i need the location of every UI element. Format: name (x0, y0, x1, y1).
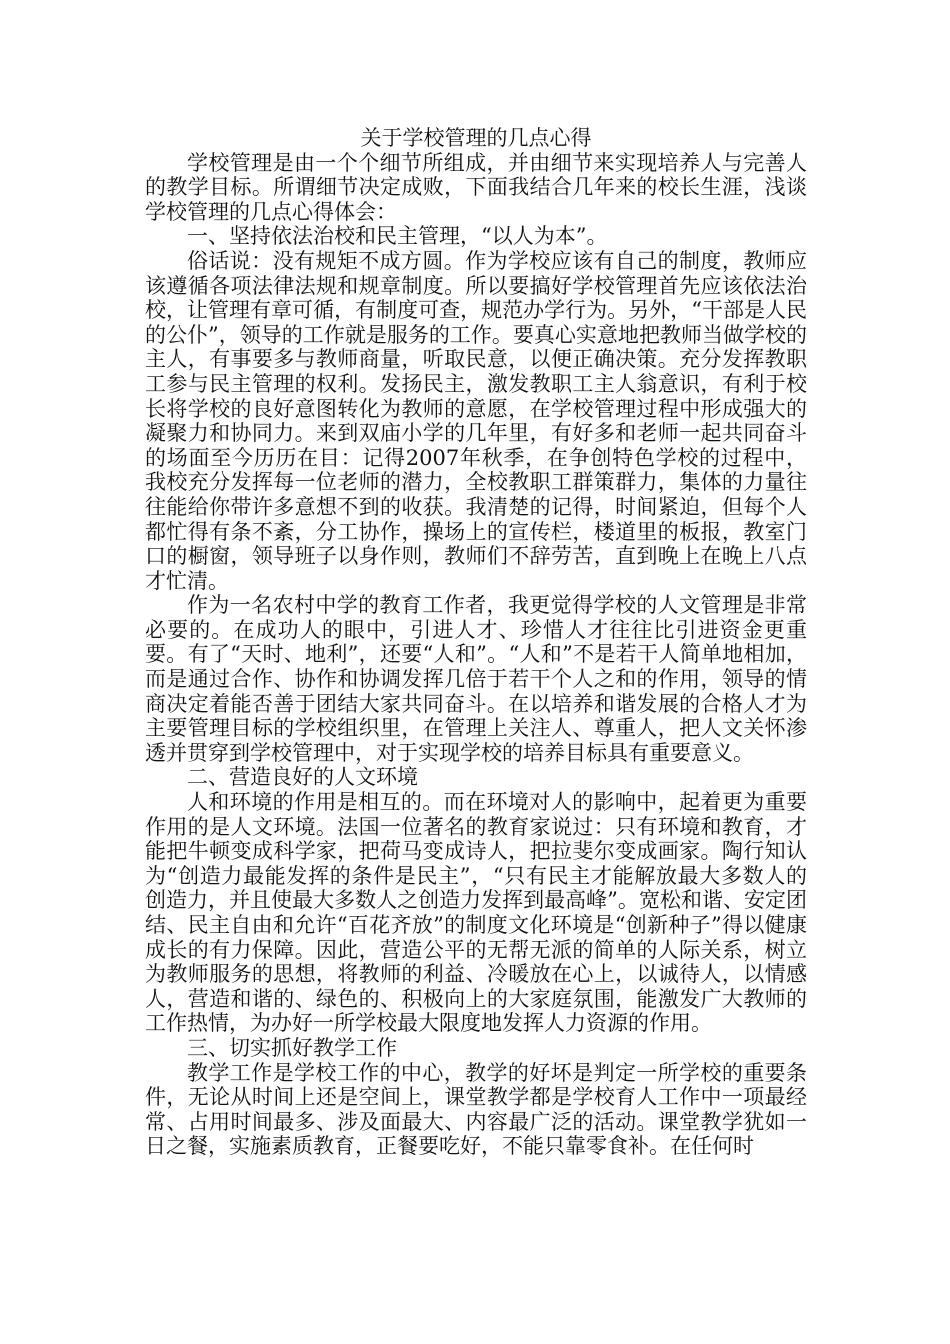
section-2-paragraph-1: 人和环境的作用是相互的。而在环境对人的影响中，起着更为重要作用的是人文环境。法国一位著名的教育家说过：只有环境和教育，才能把牛顿变成科学家，把荷马变成诗人，把拉斐尔变成画家。陶行知认为“创造力最能发挥的条件是民主”，“只有民主才能解放最大多数人的创造力，并且使最大多数人之创造力发挥到最高峰”。宽松和谐、安定团结、民主自由和允许“百花齐放”的制度文化环境是“创新种子”得以健康成长的有力保障。因此，营造公平的无帮无派的简单的人际关系，树立为教师服务的思想，将教师的利益、冷暖放在心上，以诚待人，以情感人，营造和谐的、绿色的、积极向上的大家庭氛围，能激发广大教师的工作热情，为办好一所学校最大限度地发挥人力资源的作用。 (145, 790, 807, 1036)
intro-paragraph: 学校管理是由一个个细节所组成，并由细节来实现培养人与完善人的教学目标。所谓细节决定成败，下面我结合几年来的校长生涯，浅谈学校管理的几点心得体会： (145, 150, 807, 224)
section-1-paragraph-1: 俗话说：没有规矩不成方圆。作为学校应该有自己的制度，教师应该遵循各项法律法规和规章制度。所以要搞好学校管理首先应该依法治校，让管理有章可循，有制度可查，规范办学行为。另外，“干部是人民的公仆”，领导的工作就是服务的工作。要真心实意地把教师当做学校的主人，有事要多与教师商量，听取民意，以便正确决策。充分发挥教职工参与民主管理的权利。发扬民主，激发教职工主人翁意识，有利于校长将学校的良好意图转化为教师的意愿，在学校管理过程中形成强大的凝聚力和协同力。来到双庙小学的几年里，有好多和老师一起共同奋斗的场面至今历历在目：记得2007年秋季，在争创特色学校的过程中，我校充分发挥每一位老师的潜力，全校教职工群策群力，集体的力量往往能给你带许多意想不到的收获。我清楚的记得，时间紧迫，但每个人都忙得有条不紊，分工协作，操场上的宣传栏，楼道里的板报，教室门口的橱窗，领导班子以身作则，教师们不辞劳苦，直到晚上在晚上八点才忙清。 (145, 248, 807, 593)
section-3-heading: 三、切实抓好教学工作 (187, 1035, 397, 1060)
section-3-paragraph-1: 教学工作是学校工作的中心，教学的好坏是判定一所学校的重要条件，无论从时间上还是空间上，课堂教学都是学校育人工作中一项最经常、占用时间最多、涉及面最大、内容最广泛的活动。课堂教学犹如一日之餐，实施素质教育，正餐要吃好，不能只靠零食补。在任何时 (145, 1060, 807, 1159)
section-2-heading: 二、营造良好的人文环境 (187, 765, 418, 790)
section-1-paragraph-2: 作为一名农村中学的教育工作者，我更觉得学校的人文管理是非常必要的。在成功人的眼中，引进人才、珍惜人才往往比引进资金更重要。有了“天时、地利”，还要“人和”。“人和”不是若干人简单地相加，而是通过合作、协作和协调发挥几倍于若干个人之和的作用，领导的情商决定着能否善于团结大家共同奋斗。在以培养和谐发展的合格人才为主要管理目标的学校组织里，在管理上关注人、尊重人，把人文关怀渗透并贯穿到学校管理中，对于实现学校的培养目标具有重要意义。 (145, 593, 807, 765)
document-page (145, 126, 807, 1159)
section-1-heading: 一、坚持依法治校和民主管理，“以人为本”。 (187, 224, 608, 249)
document-title: 关于学校管理的几点心得 (360, 126, 592, 150)
